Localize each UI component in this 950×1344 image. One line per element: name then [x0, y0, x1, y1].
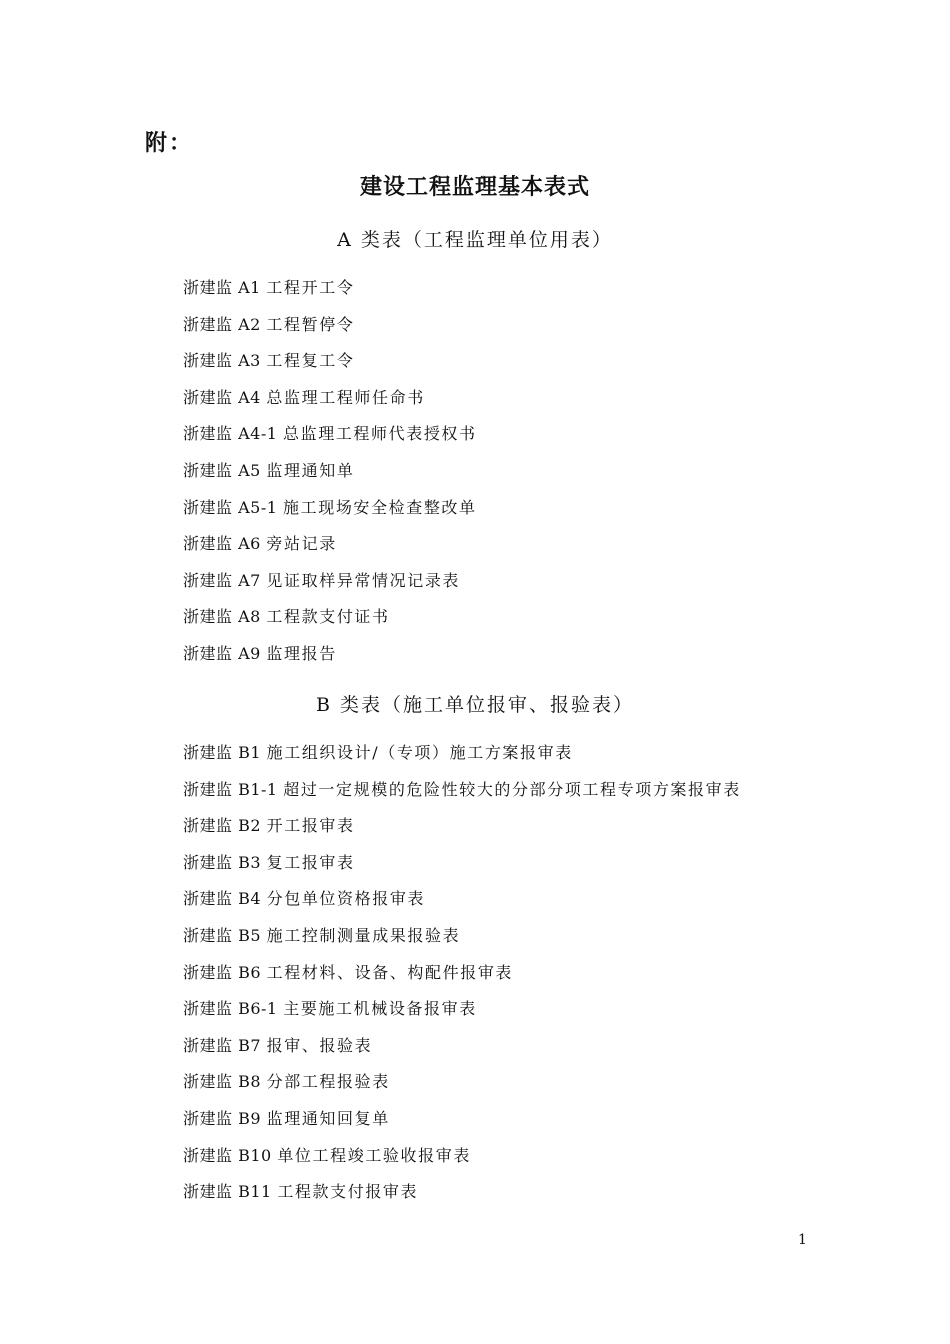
form-list-item — [183, 814, 741, 851]
form-list-item — [183, 997, 741, 1034]
form-name: 开工报审表 — [266, 816, 355, 836]
form-code: 浙建监 A6 — [183, 534, 261, 554]
form-list-item — [183, 1034, 741, 1071]
form-code: 浙建监 B8 — [183, 1072, 262, 1092]
form-name: 工程款支付报审表 — [277, 1182, 419, 1202]
form-name: 监理通知回复单 — [266, 1108, 390, 1128]
form-list-item — [183, 569, 477, 606]
form-code: 浙建监 A5 — [183, 460, 261, 480]
form-name: 总监理工程师任命书 — [266, 387, 425, 407]
form-code: 浙建监 B6 — [183, 962, 262, 982]
form-list-item — [183, 887, 741, 924]
document-title: 建设工程监理基本表式 — [359, 175, 590, 200]
form-code: 浙建监 A7 — [183, 570, 261, 590]
form-code: 浙建监 A8 — [183, 607, 261, 627]
form-list-item — [183, 1107, 741, 1144]
form-list-item — [183, 496, 477, 533]
section-b-title: B 类表（施工单位报审、报验表） — [315, 694, 634, 716]
form-name: 分包单位资格报审表 — [266, 889, 426, 909]
form-name: 工程材料、设备、构配件报审表 — [266, 962, 514, 982]
form-code: 浙建监 B2 — [183, 816, 262, 836]
form-code: 浙建监 B10 — [183, 1145, 272, 1165]
form-code: 浙建监 B3 — [183, 852, 262, 872]
section-b-list — [183, 741, 741, 1217]
form-name: 旁站记录 — [266, 534, 337, 554]
form-list-item — [183, 1070, 741, 1107]
form-name: 施工组织设计/（专项）施工方案报审表 — [266, 743, 573, 762]
form-code: 浙建监 A3 — [183, 351, 261, 371]
form-code: 浙建监 A4-1 — [183, 424, 278, 444]
form-code: 浙建监 A4 — [183, 387, 261, 407]
form-name: 工程暂停令 — [266, 314, 355, 334]
form-list-item — [183, 924, 741, 961]
form-list-item — [183, 642, 477, 679]
form-name: 工程复工令 — [266, 351, 355, 371]
form-name: 总监理工程师代表授权书 — [283, 424, 477, 444]
form-list-item — [183, 1144, 741, 1181]
form-name: 工程款支付证书 — [266, 607, 390, 627]
form-name: 单位工程竣工验收报审表 — [277, 1145, 471, 1165]
form-list-item — [183, 276, 477, 313]
form-list-item — [183, 851, 741, 888]
appendix-label: 附： — [145, 131, 194, 156]
form-name: 监理报告 — [266, 643, 337, 663]
form-code: 浙建监 B7 — [183, 1035, 262, 1055]
form-name: 施工现场安全检查整改单 — [283, 497, 477, 517]
form-list-item — [183, 313, 477, 350]
form-list-item — [183, 605, 477, 642]
form-name: 见证取样异常情况记录表 — [266, 570, 461, 590]
form-name: 施工控制测量成果报验表 — [266, 925, 461, 945]
form-list-item — [183, 778, 741, 815]
form-name: 复工报审表 — [266, 852, 355, 872]
page-number: 1 — [798, 1232, 807, 1248]
form-list-item — [183, 422, 477, 459]
form-list-item — [183, 532, 477, 569]
section-a-list — [183, 276, 477, 679]
form-list-item — [183, 349, 477, 386]
form-name: 工程开工令 — [266, 278, 355, 297]
form-list-item — [183, 386, 477, 423]
form-name: 主要施工机械设备报审表 — [283, 999, 477, 1019]
form-name: 报审、报验表 — [266, 1035, 373, 1055]
form-code: 浙建监 A1 — [183, 278, 261, 297]
form-code: 浙建监 A5-1 — [183, 497, 278, 517]
form-name: 超过一定规模的危险性较大的分部分项工程专项方案报审表 — [283, 779, 741, 799]
form-code: 浙建监 B1 — [183, 743, 262, 762]
form-code: 浙建监 B9 — [183, 1108, 262, 1128]
form-name: 监理通知单 — [266, 460, 355, 480]
form-list-item — [183, 741, 741, 778]
form-code: 浙建监 B6-1 — [183, 999, 278, 1019]
section-a-title: A 类表（工程监理单位用表） — [337, 229, 613, 251]
form-code: 浙建监 B1-1 — [183, 779, 278, 799]
form-name: 分部工程报验表 — [266, 1072, 390, 1092]
form-code: 浙建监 B5 — [183, 925, 262, 945]
form-code: 浙建监 A2 — [183, 314, 261, 334]
form-list-item — [183, 1180, 741, 1217]
form-list-item — [183, 961, 741, 998]
form-code: 浙建监 B11 — [183, 1182, 272, 1202]
form-code: 浙建监 A9 — [183, 643, 261, 663]
form-list-item — [183, 459, 477, 496]
form-code: 浙建监 B4 — [183, 889, 262, 909]
